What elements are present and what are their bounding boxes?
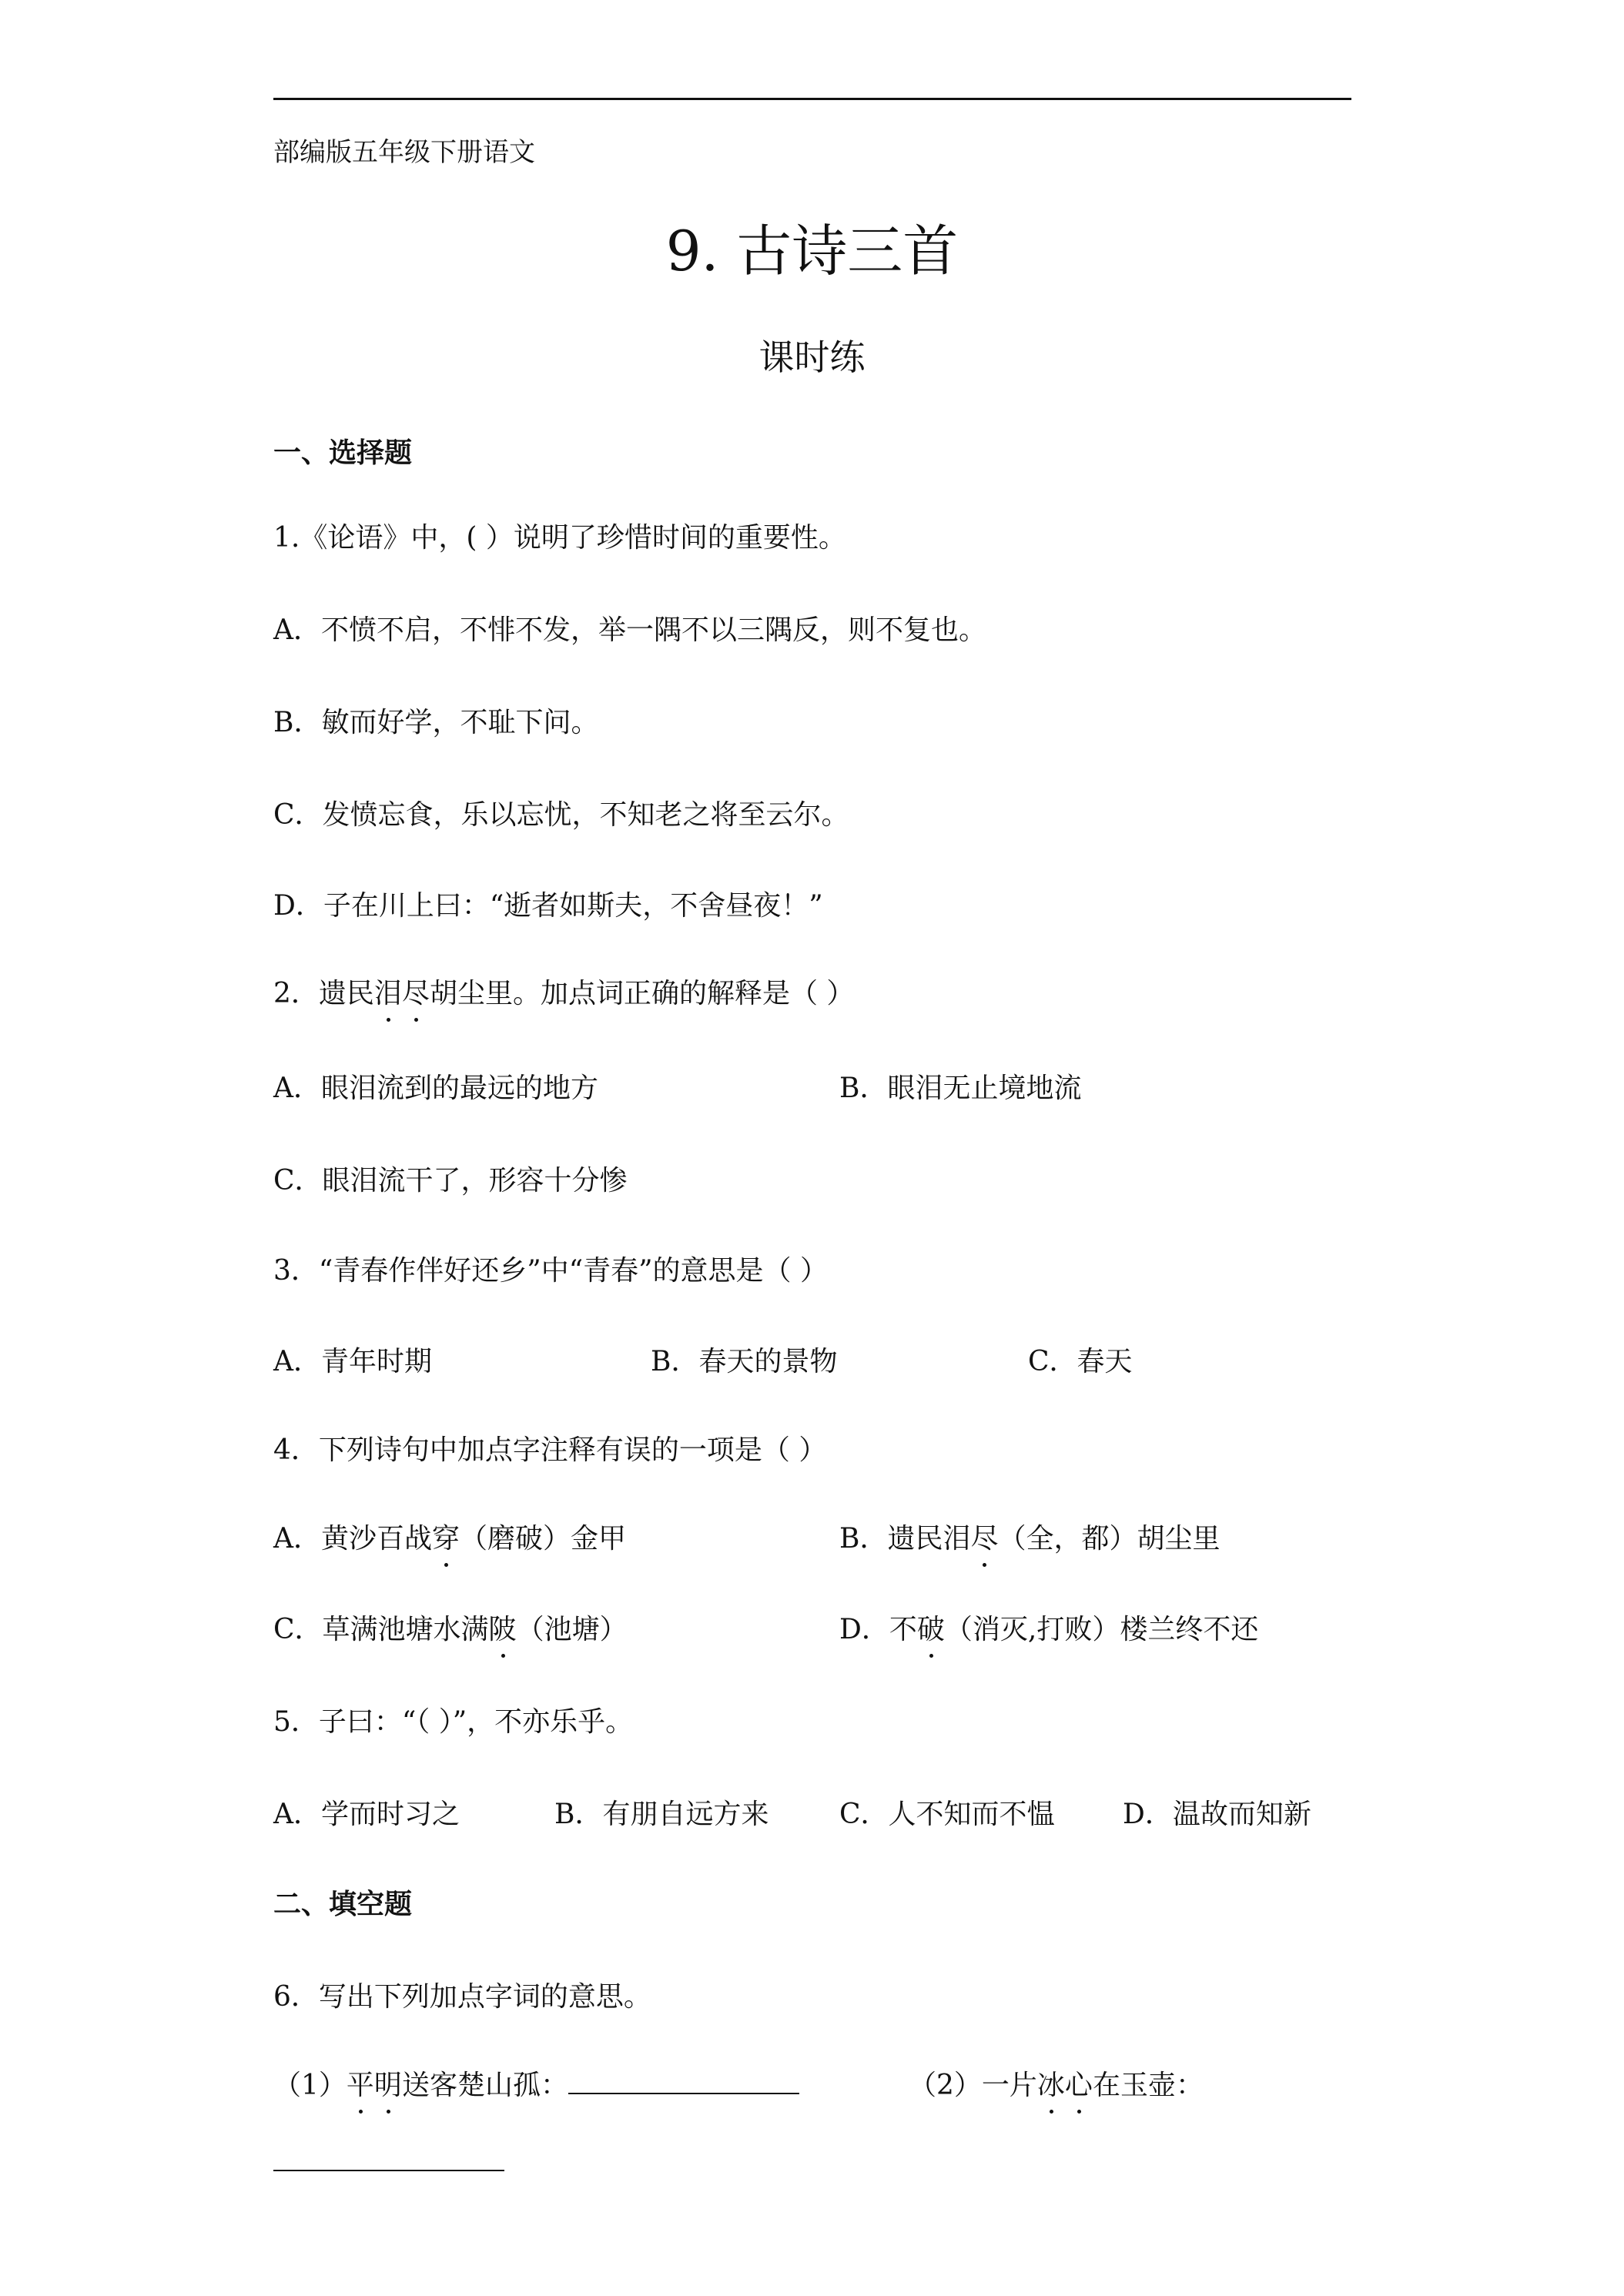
question-4-option-d [839, 1608, 1258, 1647]
emphasis-dot-char: 冰 [1037, 2063, 1065, 2103]
question-4-option-a [273, 1517, 626, 1556]
question-3-stem: 3．“青春作伴好还乡”中“青春”的意思是（ ） [273, 1255, 828, 1287]
question-2-stem-post: 胡尘里。加点词正确的解释是（ ） [429, 978, 855, 1009]
emphasis-dot-char: 明 [374, 2063, 402, 2103]
section-heading-choice: 一、选择题 [273, 437, 413, 469]
emphasis-dot-char: 破 [917, 1608, 945, 1647]
question-3-option-b: B．春天的景物 [651, 1346, 838, 1377]
option-text: B．遗民泪 [839, 1523, 971, 1555]
answer-blank[interactable] [568, 2093, 799, 2094]
option-text: A．黄沙百战 [273, 1523, 432, 1555]
question-1-option-d: D．子在川上曰：“逝者如斯夫，不舍昼夜！” [273, 890, 823, 922]
question-2-stem-pre: 2．遗民 [273, 978, 374, 1009]
item-label: （1） [273, 2070, 347, 2101]
answer-blank[interactable] [273, 2170, 504, 2171]
question-1-option-a: A．不愤不启，不悱不发，举一隅不以三隅反，则不复也。 [273, 614, 986, 646]
item-text: 在玉壶： [1092, 2070, 1204, 2101]
item-text: 送客楚山孤： [401, 2070, 568, 2101]
option-text: C．草满池塘水满 [273, 1614, 489, 1645]
emphasis-dot-char: 陂 [489, 1608, 517, 1647]
question-1-option-b: B．敏而好学，不耻下问。 [273, 707, 599, 738]
question-2-option-b: B．眼泪无止境地流 [839, 1073, 1082, 1104]
emphasis-dot-char: 尽 [402, 972, 430, 1011]
question-1-option-c: C．发愤忘食，乐以忘忧，不知老之将至云尔。 [273, 799, 849, 831]
page-title: 9. 古诗三首 [665, 219, 959, 283]
header-text: 部编版五年级下册语文 [273, 137, 535, 168]
question-6-stem: 6．写出下列加点字词的意思。 [273, 1981, 651, 2013]
question-3-option-c: C．春天 [1028, 1346, 1133, 1377]
emphasis-dot-char: 尽 [970, 1517, 998, 1556]
question-6-item-2 [909, 2063, 1204, 2103]
emphasis-dot-char: 平 [347, 2063, 374, 2103]
question-4-option-b [839, 1517, 1221, 1556]
emphasis-dot-char: 穿 [432, 1517, 460, 1556]
question-5-option-a: A．学而时习之 [273, 1799, 460, 1830]
question-4-stem: 4．下列诗句中加点字注释有误的一项是（ ） [273, 1434, 827, 1466]
option-text: （池塘） [516, 1614, 628, 1645]
option-text: （全，都）胡尘里 [998, 1523, 1221, 1555]
item-label: （2）一片 [909, 2070, 1037, 2101]
question-2-option-c: C．眼泪流干了，形容十分惨 [273, 1165, 628, 1197]
question-6-item-1 [273, 2063, 799, 2103]
question-2-stem [273, 972, 854, 1011]
question-5-option-c: C．人不知而不愠 [839, 1799, 1055, 1830]
question-3-option-a: A．青年时期 [273, 1346, 432, 1377]
question-5-stem: 5．子曰：“（ ）”，不亦乐乎。 [273, 1706, 634, 1738]
header-rule [273, 98, 1351, 100]
section-heading-fill: 二、填空题 [273, 1888, 413, 1920]
question-5-option-b: B．有朋自远方来 [554, 1799, 769, 1830]
option-text: D．不 [839, 1614, 917, 1645]
question-1-stem: 1.《论语》中，( ）说明了珍惜时间的重要性。 [273, 522, 846, 554]
page-subtitle: 课时练 [758, 336, 866, 378]
option-text: （磨破）金甲 [460, 1523, 627, 1555]
question-2-option-a: A．眼泪流到的最远的地方 [273, 1073, 598, 1104]
question-5-option-d: D．温故而知新 [1123, 1799, 1311, 1830]
question-4-option-c [273, 1608, 628, 1647]
emphasis-dot-char: 心 [1065, 2063, 1093, 2103]
option-text: （消灭,打败）楼兰终不还 [944, 1614, 1259, 1645]
emphasis-dot-char: 泪 [374, 972, 402, 1011]
